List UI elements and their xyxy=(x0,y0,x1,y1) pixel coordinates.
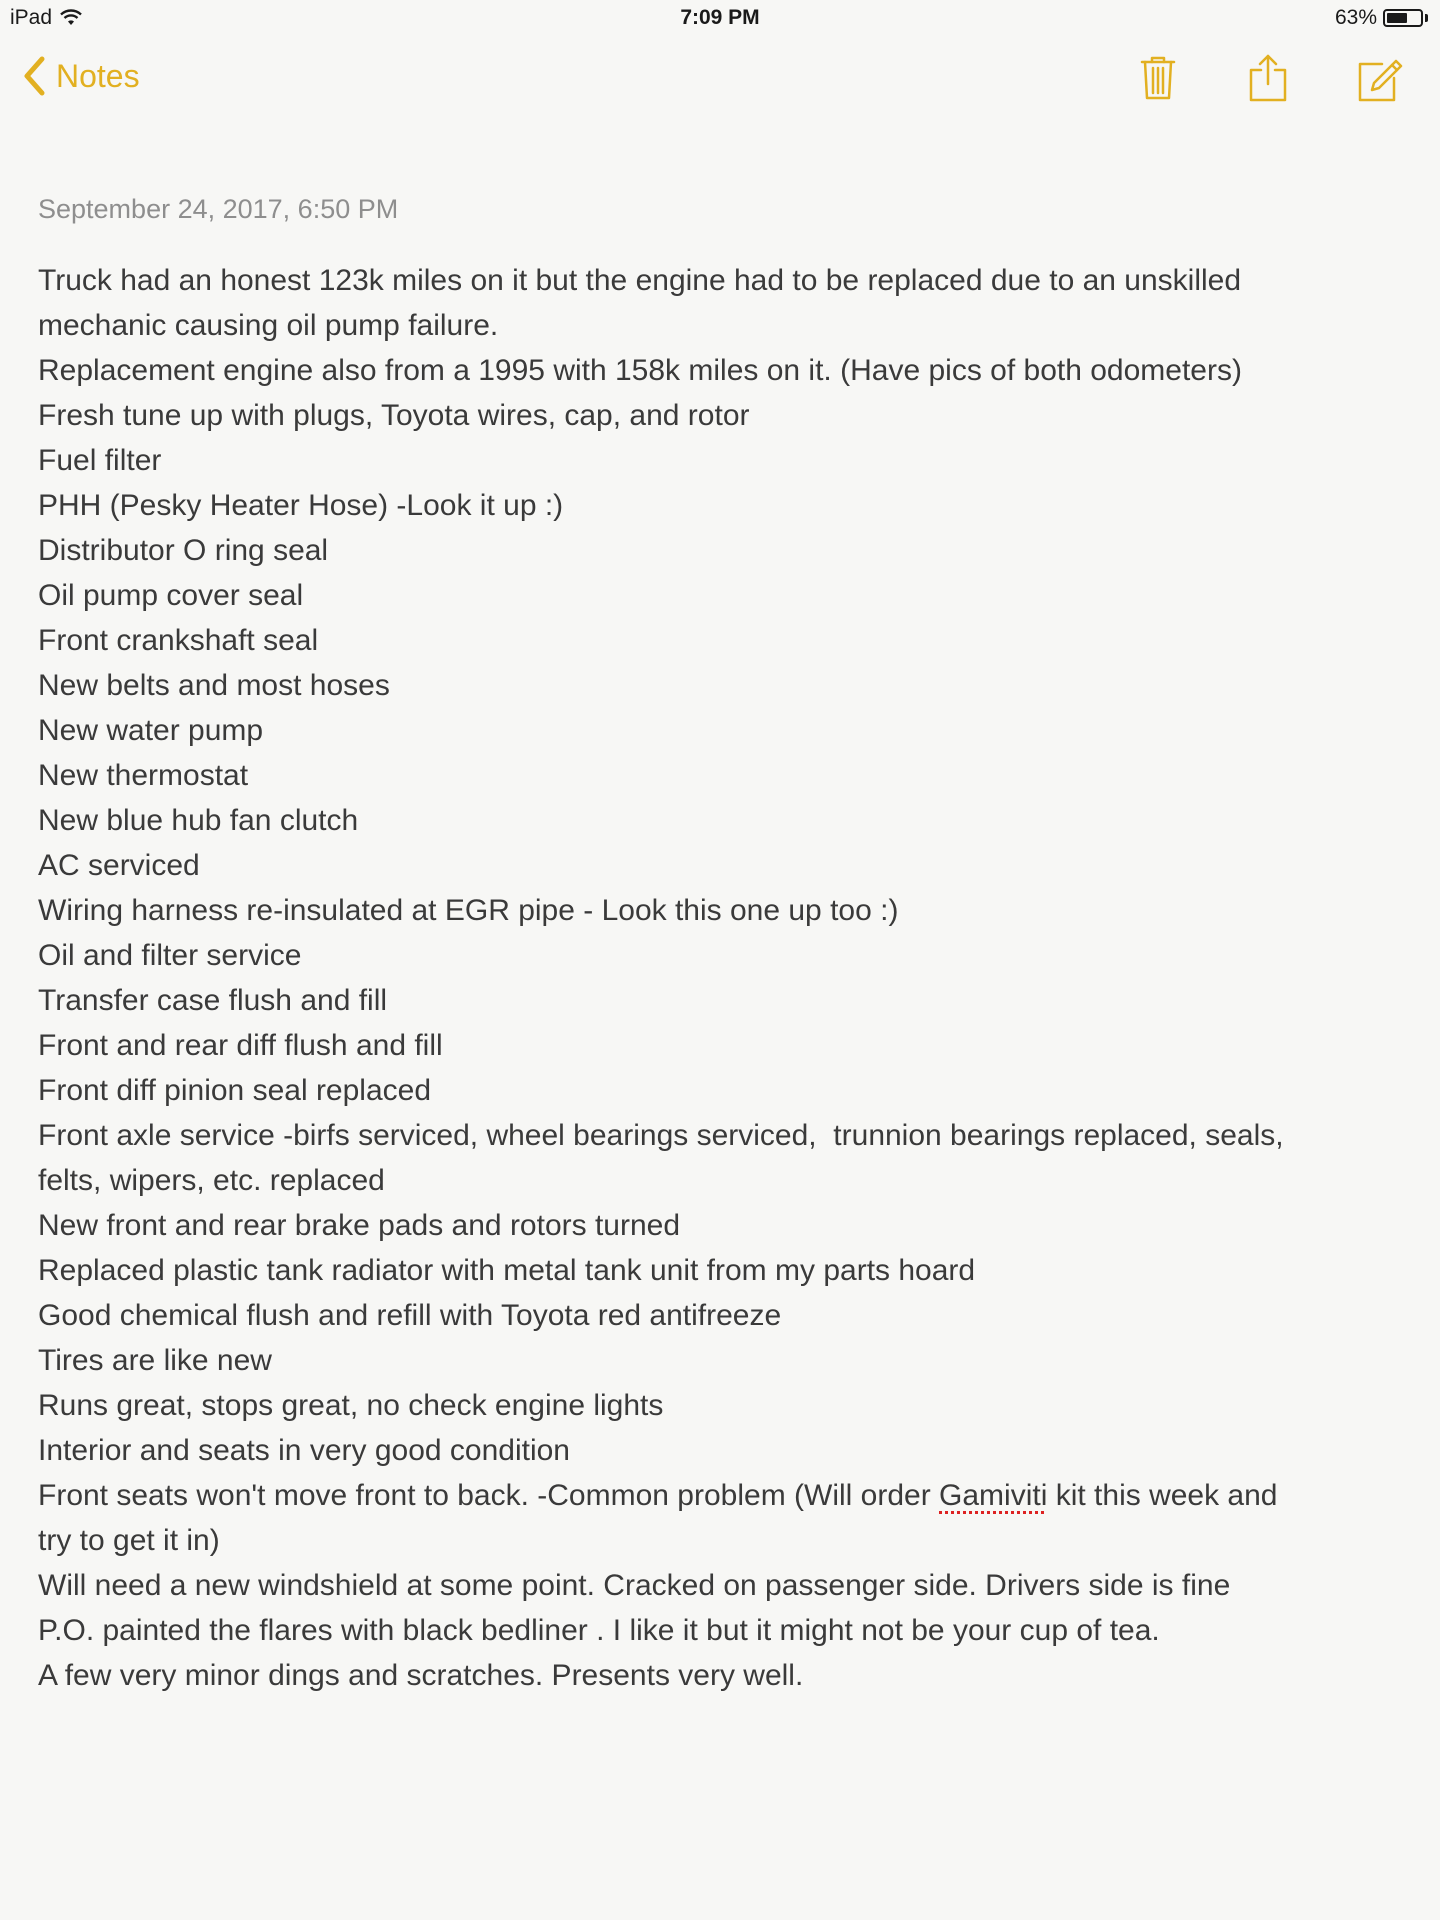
note-body[interactable] xyxy=(38,258,1408,1698)
battery-fill xyxy=(1387,13,1407,23)
compose-icon xyxy=(1350,50,1406,106)
back-label: Notes xyxy=(56,57,140,94)
note-line: Front and rear diff flush and fill xyxy=(38,1029,443,1062)
note-line: P.O. painted the flares with black bedliner . I like it but it might not be your cup of tea. xyxy=(38,1614,1160,1647)
note-line: Tires are like new xyxy=(38,1344,272,1377)
nav-bar xyxy=(0,40,1440,120)
back-button[interactable] xyxy=(22,56,140,96)
note-line: Fuel filter xyxy=(38,444,162,477)
note-date: September 24, 2017, 6:50 PM xyxy=(38,194,399,224)
note-line: Interior and seats in very good condition xyxy=(38,1434,570,1467)
note-line: AC serviced xyxy=(38,849,200,882)
note-line: Front crankshaft seal xyxy=(38,624,319,657)
note-line: Fresh tune up with plugs, Toyota wires, cap, and rotor xyxy=(38,399,750,432)
note-line: Front diff pinion seal replaced xyxy=(38,1074,432,1107)
note-line: A few very minor dings and scratches. Presents very well. xyxy=(38,1659,804,1692)
note-line: Runs great, stops great, no check engine lights xyxy=(38,1389,664,1422)
note-line: PHH (Pesky Heater Hose) -Look it up :) xyxy=(38,489,564,522)
trash-icon xyxy=(1130,50,1186,106)
note-line: try to get it in) xyxy=(38,1524,220,1557)
note-line: Transfer case flush and fill xyxy=(38,984,388,1017)
note-line: New front and rear brake pads and rotors turned xyxy=(38,1209,681,1242)
status-bar xyxy=(0,0,1440,40)
note-line: Replaced plastic tank radiator with metal tank unit from my parts hoard xyxy=(38,1254,976,1287)
device-label: iPad xyxy=(10,6,53,29)
note-line: New water pump xyxy=(38,714,264,747)
note-line: mechanic causing oil pump failure. xyxy=(38,309,499,342)
note-line: New thermostat xyxy=(38,759,249,792)
note-line: Replacement engine also from a 1995 with 158k miles on it. (Have pics of both odometers) xyxy=(38,354,1242,387)
status-right xyxy=(1335,6,1428,30)
note-line: Distributor O ring seal xyxy=(38,534,329,567)
share-button[interactable] xyxy=(1240,50,1296,106)
note-line: Oil pump cover seal xyxy=(38,579,304,612)
battery-percent: 63% xyxy=(1334,6,1377,29)
status-time: 7:09 PM xyxy=(680,6,760,29)
note-line: Oil and filter service xyxy=(38,939,302,972)
share-icon xyxy=(1240,50,1296,106)
battery-icon xyxy=(1383,9,1423,27)
note-line: New blue hub fan clutch xyxy=(38,804,359,837)
note-line: Truck had an honest 123k miles on it but the engine had to be replaced due to an unskilled xyxy=(38,264,1242,297)
note-line: Front seats won't move front to back. -Common problem (Will order Gamiviti kit this week and xyxy=(38,1479,1278,1512)
note-line: felts, wipers, etc. replaced xyxy=(38,1164,385,1197)
compose-button[interactable] xyxy=(1350,50,1406,106)
misspelled-word: Gamiviti xyxy=(939,1479,1048,1512)
chevron-left-icon xyxy=(22,56,46,96)
note-line: Front axle service -birfs serviced, wheel bearings serviced, trunnion bearings replaced, seals, xyxy=(38,1119,1284,1152)
trash-button[interactable] xyxy=(1130,50,1186,106)
note-line: Wiring harness re-insulated at EGR pipe - Look this one up too :) xyxy=(38,894,899,927)
battery-tip xyxy=(1425,14,1428,22)
note-line: Good chemical flush and refill with Toyota red antifreeze xyxy=(38,1299,782,1332)
note-line: Will need a new windshield at some point. Cracked on passenger side. Drivers side is fine xyxy=(38,1569,1231,1602)
note-line: New belts and most hoses xyxy=(38,669,390,702)
